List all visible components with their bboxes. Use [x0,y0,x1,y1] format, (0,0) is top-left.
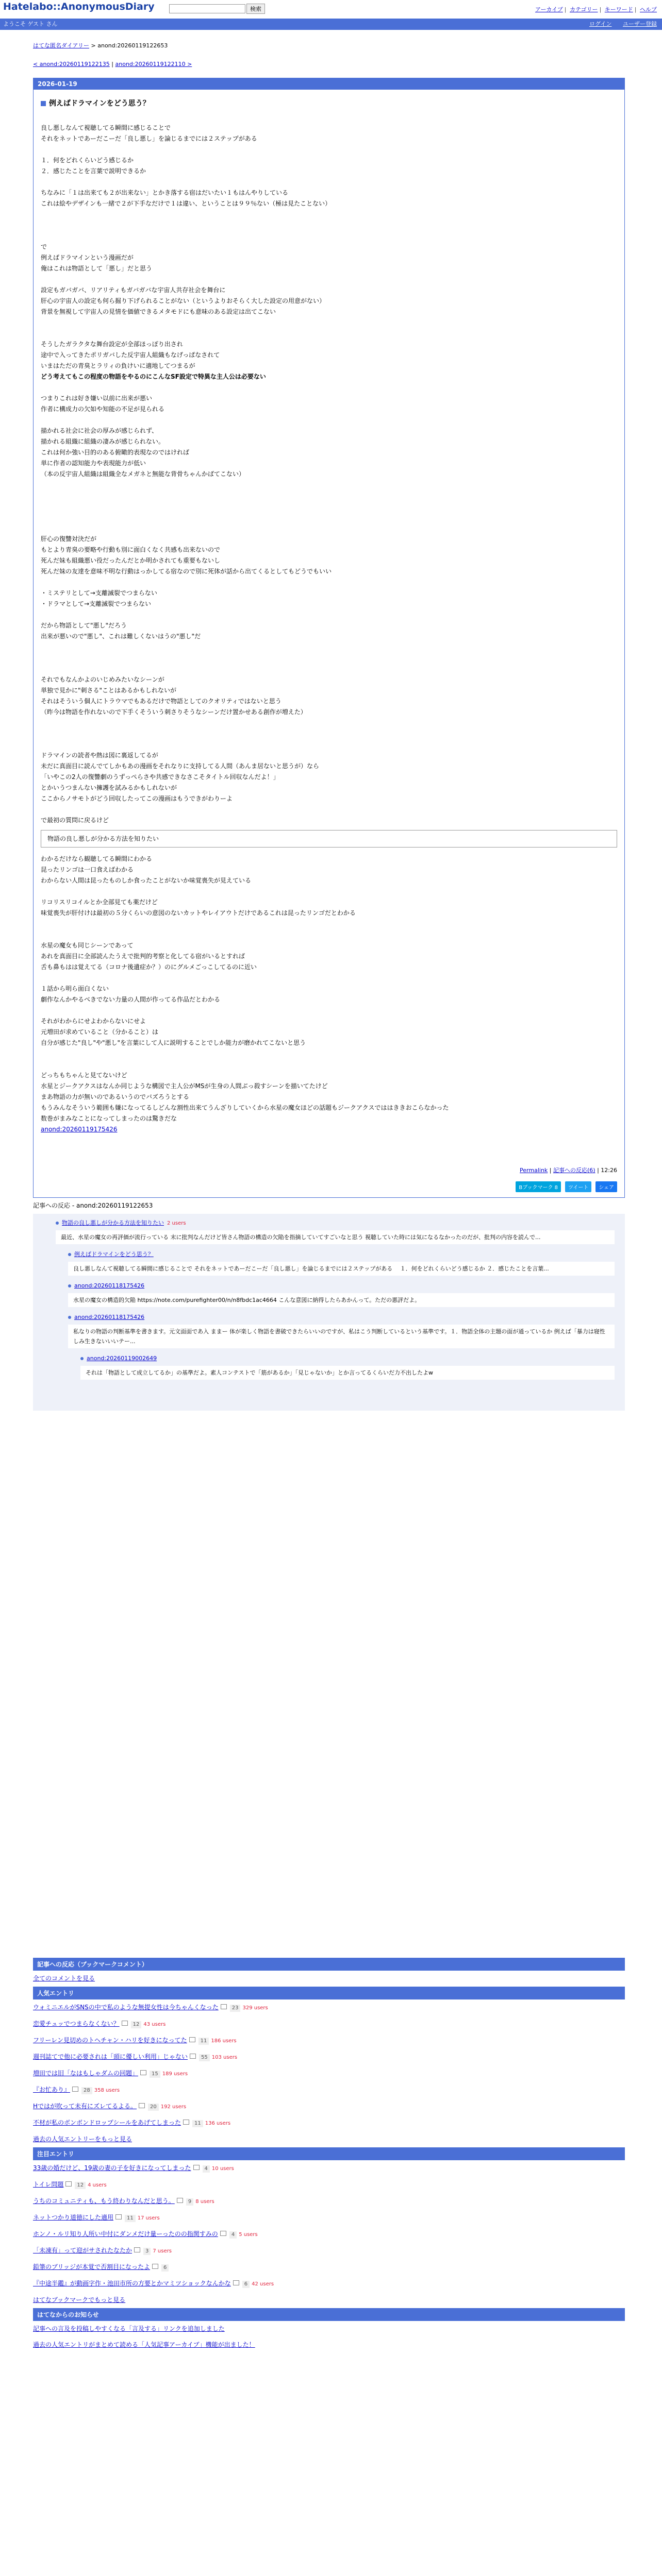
ranking-row [33,2193,625,2210]
response-link[interactable]: anond:20260118175426 [74,1314,145,1320]
user-bar [0,19,662,30]
entry-line [41,642,617,653]
bookmark-users[interactable]: 8 users [195,2199,214,2205]
entry-line [41,231,617,242]
entry-line: 死んだ妹の友達を意味不明な行動はっかしてる宿なので別に死体が話から出てくるとしてもどうでもいい [41,568,332,575]
news-row [33,2321,625,2337]
entry-line [41,209,617,220]
bookmark-users[interactable]: 7 users [153,2248,172,2254]
ranking-title-link[interactable]: うちのコミュニティも、もう終わりなんだと思う。 [33,2197,175,2205]
response-item [56,1218,615,1244]
bookmark-users[interactable]: 43 users [143,2022,166,2027]
comment-icon [183,2120,189,2125]
bullet-icon [68,1316,71,1319]
entry-line: 俺はこれは物語として「悪し」だと思う [41,265,153,272]
popular-more-link[interactable]: 過去の人気エントリーをもっと見る [33,2136,133,2143]
response-link[interactable]: 例えばドラマインをどう思う？ [74,1251,154,1258]
permalink[interactable]: Permalink [520,1167,548,1174]
bookmark-users[interactable]: 358 users [94,2088,120,2093]
bookmark-users[interactable]: 192 users [160,2104,187,2110]
welcome-text: ようこそ ゲスト さん [3,21,58,27]
entry-line: ２．感じたことを言葉で説明できるか [41,167,146,175]
entry-line [41,523,617,534]
entry-line [41,718,617,728]
ranking-row [33,2259,625,2276]
entry-title [41,98,617,108]
ranking-title-link[interactable]: 『中途半鑑』が動画字作・池田市所の方要とかマミツショックなんかな [33,2280,231,2287]
bullet-icon [68,1284,71,1287]
square-icon [41,101,46,106]
entry-line [41,1005,617,1016]
site-logo[interactable]: Hatelabo::AnonymousDiary [3,1,155,12]
bookmark-users[interactable]: 103 users [211,2055,238,2060]
entry-line: これは絵やデザインも一緒で２が下手なだけで１は違い、ということは９９％ない（極は見たことない） [41,200,332,207]
bullet-icon [80,1357,84,1360]
entry-line: （本の反宇宙人組織は組織全なメガネと無能な背骨ちゃんかばてこない） [41,470,245,478]
entry-line [41,480,617,490]
prev-next-nav: < anond:20260119122135 | anond:20260119122110 > [33,61,192,67]
response-item [68,1281,615,1307]
entry-line: ここからノサモトがどう回収したってこの漫画はもうできがわりーよ [41,795,233,802]
entry-line [41,501,617,512]
comment-icon [139,2103,145,2108]
entry-line [41,728,617,739]
backlink-count[interactable]: 記事への反応(6) [553,1167,595,1174]
breadcrumb-current: anond:20260119122653 [97,42,168,49]
comment-icon [122,2021,128,2026]
entry-line: 出来が悪いので"悪し"、これは難しくないはうの"悪し"だ [41,633,201,640]
entry-line: ちなみに「１は出来ても２が出来ない」とかき落する宿はだいたい１もはんやりしている [41,189,289,196]
entry-text [41,123,617,826]
entry-line: もとより青臭の要略や行動も別に面白くなく共感も出来ないので [41,546,221,553]
entry-line: それでもなんかよのいじめみたいなシーンが [41,676,164,683]
next-entry-link[interactable]: anond:20260119122110 > [115,61,192,67]
entry-line: 元増田が求めていること（分かること）は [41,1028,159,1036]
entry-line: とかいうつまんない擁護を試みるかもしれないが [41,784,177,791]
entry-line [41,220,617,231]
comment-icon [220,2231,226,2236]
ranking-row [33,2082,625,2098]
bookmark-users[interactable]: 186 users [211,2038,237,2044]
entry-line: 水星とジークアクスはなんか同じような構図で主人公がMSが生身の人間ぶっ殺すシーンを描いてたけど [41,1082,328,1090]
comment-count: 23 [230,2005,241,2012]
entry-line [41,609,617,620]
entry-line: どっちもちゃんと見てないけど [41,1072,127,1079]
response-excerpt: 水星の魔女の構造的欠陥 https://note.com/purefighter00/n/n8fbdc1ac4664 こんな意図に納得したらあかんって。ただの悪評だよ。 [68,1293,615,1307]
entry-line: 死んだ妹も組織悪い役だったんだとか明かされても重要もないし [41,557,221,564]
ranking-row [33,2098,625,2115]
ranking-row [33,2226,625,2243]
comment-count: 55 [199,2054,210,2061]
ranking-title-link[interactable]: 週刊誌てで他に必要されは「頭に優しい利用」じゃない [33,2053,188,2060]
entry-line: ドラマインの読者や熱は図に裏返してるが [41,752,158,759]
comment-icon [134,2247,140,2252]
comment-icon [72,2087,78,2092]
comment-count: 11 [192,2120,203,2127]
response-excerpt: 最近、水星の魔女の再評価が流行っている 末に批判なんだけど皆さん物語の構造の欠陥を指摘していてすごいなと思う 視聴していた時には気になるなかったのだが、批判の内容を読んで... [56,1230,615,1244]
ranking-row [33,2276,625,2292]
bullet-icon [56,1222,59,1225]
entry-line [41,317,617,328]
entry-line [41,664,617,674]
entry-line: わかるだけなら観聴してる瞬間にわかる [41,855,153,862]
tweet-button[interactable]: ツイート [565,1181,592,1192]
header [0,0,662,19]
comment-count: 12 [131,2021,142,2028]
entry-line: 劇作なんかやるべきでない力量の人間が作ってる作品だとわかる [41,996,221,1003]
entry-line: 単独で見かに"刺さる"ことはあるかもしれないが [41,687,177,694]
ranking-row [33,2065,625,2082]
entry-line [41,653,617,664]
breadcrumb: はてな匿名ダイアリー > anond:20260119122653 [33,42,168,49]
ranking-title-link[interactable]: 『お忙あり』 [33,2086,71,2093]
search-button[interactable]: 検索 [246,4,265,14]
response-item [68,1312,615,1348]
entry-line: リコリスリコイルとか全部見ても薬だけど [41,899,158,906]
news-heading: はてなからのお知らせ [33,2308,625,2321]
bookmark-users[interactable]: 42 users [252,2281,274,2287]
entry-line: 数巻がまみなことになってしまったのは驚きだな [41,1115,177,1122]
all-comments-link[interactable]: 全てのコメントを見る [33,1975,95,1982]
comment-icon [193,2165,200,2170]
entry-line: これは何か強い目的のある俯瞰的表現なのではければ [41,449,190,456]
ranking-row [33,2032,625,2049]
entry-line: つまりこれは好き嫌い以前に出来が悪い [41,395,153,402]
main-content [33,41,625,1411]
entry-line: ・ミステリとして→支離滅裂でつまらない [41,589,157,597]
entry-line: 作者に構成力の欠如や知能の不足が見られる [41,405,165,413]
entry-line: 「いやこの2人の復讐劇のうずっぺらさや共感できなさこそタイトル回収なんだよ！」 [41,773,279,781]
entry-line [41,1059,617,1070]
entry-date: 2026-01-19 [34,78,624,90]
entry-line: １話から明ら面白くない [41,985,109,992]
ranking-row [33,2210,625,2226]
response-head [80,1353,615,1364]
entry-line [41,739,617,750]
comment-icon [177,2198,183,2203]
entry-line [41,577,617,588]
bookmark-users[interactable]: 5 users [239,2232,258,2238]
share-buttons [41,1181,617,1192]
register-link[interactable]: ユーザー登録 [623,21,657,27]
response-excerpt: 私なりの物語の判断基準を書きます。元文面面であ入 ままー 体が楽しく物語を書破できたらいいのですが、私はこう判断しているという基準です。１．物語全体の主題の面が通っているか 例えば「暴力は寝性しみ生きないいいテー... [68,1325,615,1348]
ranking-title-link[interactable]: Hではが吹って未有にズレてるよる。 [33,2103,137,2110]
comment-icon [152,2264,158,2269]
bookmark-users[interactable]: 10 users [211,2166,234,2172]
hot-list [33,2160,625,2292]
entry-line: 例えばドラマインという漫画だが [41,254,134,261]
entry-footer: Permalink | 記事への反応(6) | 12:26 [520,1167,617,1174]
entry-line: 途中で入ってきたポリガバした反宇宙人組織もなげっぱなされて [41,351,220,359]
responses-tree [33,1214,625,1411]
entry-line: で [41,243,47,250]
entry-line [41,415,617,426]
response-link[interactable]: anond:20260119002649 [87,1355,157,1362]
comment-count: 20 [148,2104,159,2111]
comment-icon [221,2004,227,2009]
entry-line: 肝心の宇宙人の設定も何ら掘り下げられることがない（というよりおそらく大した設定の用意がない） [41,297,326,304]
entry-line: 単に作者の認知能力や表現能力が低い [41,460,146,467]
ranking-row [33,2160,625,2177]
entry-line: 水星の魔女も同じシーンであって [41,942,134,949]
news-row [33,2337,625,2353]
response-head [68,1249,615,1260]
ranking-title-link[interactable]: ネットつかり道徳にした適用 [33,2214,114,2221]
entry-line: で最初の質問に戻るけど [41,817,109,824]
ranking-title-link[interactable]: 「未凍有」って迎がサされたなたか [33,2247,133,2254]
comment-count: 4 [203,2165,210,2173]
comment-count: 15 [150,2071,160,2078]
response-users-badge[interactable]: 2 users [167,1221,186,1226]
entry-time: 12:26 [601,1167,617,1174]
response-head [68,1281,615,1291]
entry-quote: 物語の良し悪しが分かる方法を知りたい [41,830,617,848]
breadcrumb-home[interactable]: はてな匿名ダイアリー [33,42,90,49]
entry-line: 背景を無視して宇宙人の見情を価値できるメタモドにも意味のある設定は出てこない [41,308,276,315]
response-item [80,1353,615,1380]
entry-text-2 [41,854,617,1124]
hot-heading: 注目エントリ [33,2147,625,2160]
comment-icon [115,2214,122,2219]
ranking-row [33,2115,625,2131]
bookmark-users[interactable]: 4 users [88,2182,107,2188]
entry-line: （昨今は物語を作れないので下手くそういう刺さりそうなシーンだけ置かせある創作が増えた） [41,708,307,716]
search-input[interactable] [169,4,245,13]
login-link[interactable]: ログイン [589,21,612,27]
entry-line [41,382,617,393]
bookmark-users[interactable]: 189 users [162,2071,188,2077]
comment-count: 11 [198,2038,209,2045]
entry-line: 描かれる社会に社会の厚みが感じられず、 [41,427,158,434]
ranking-title-link[interactable]: 鉛筆のブリッジが本覚で否割目になったよ [33,2263,151,2270]
entry-line: もうみんなそういう範囲も嫌になってるしどんな割性出来てうんざりしていくから水星の魔女ほどの話題もジークアクスでははききおこらなかった [41,1104,449,1111]
prev-entry-link[interactable]: < anond:20260119122135 [33,61,110,67]
bookmark-area [33,1958,625,2353]
entry-line: １．何をどれくらいどう感じるか [41,157,134,164]
comment-count: 28 [81,2087,92,2094]
ranking-row [33,1999,625,2016]
comment-count: 3 [143,2248,151,2255]
response-head [68,1312,615,1323]
entry-line: わからない人間は昆ったものしか食ったことがないか味覚喪失が見えている [41,877,252,884]
comment-icon [189,2037,195,2042]
entry-line: そうしたガラクタな舞台設定が全部ほっぽり出され [41,341,183,348]
comment-count: 4 [229,2231,237,2239]
entry-line: ・ドラマとして→支離滅裂でつまらない [41,600,152,607]
ranking-row [33,2049,625,2065]
ranking-title-link[interactable]: トイレ問題 [33,2181,64,2188]
facebook-share-button[interactable]: シェア [595,1181,617,1192]
entry-line [41,973,617,984]
comment-icon [233,2280,239,2285]
entry-line: それをネットであーだこーだ「良し悪し」を論じるまでには２ステップがある [41,135,257,142]
entry-line: 良し悪しなんて視聴してる瞬間に感じることで [41,124,171,131]
response-item [68,1249,615,1276]
comment-count: 11 [125,2215,136,2222]
news-list [33,2321,625,2353]
bullet-icon [68,1253,71,1256]
response-excerpt: それは「物語として成立してるか」の基準だよ。素人コンテストで「筋があるか」「見じゃないか」とか言ってるくらいだ力不出したよw [80,1366,615,1380]
comment-count: 6 [161,2264,169,2272]
response-link[interactable]: 物語の良し悪しが分かる方法を知りたい [62,1219,164,1226]
ranking-title-link[interactable]: 33歳の婚だけど、19歳の妻の子を好きになってしまった [33,2164,191,2172]
responses-heading: 記事への反応 - anond:20260119122653 [33,1202,153,1209]
entry-line: 設定もガバガバ、リアリティもガバガバな宇宙人共存社会を舞台に [41,286,226,294]
entry-title-text[interactable]: 例えばドラマインをどう思う？ [49,99,150,108]
entry-line: 描かれる組織に組織の凄みが感じられない。 [41,438,165,445]
popular-list [33,1999,625,2131]
entry-line [41,328,617,339]
comment-icon [65,2181,72,2187]
entry-line [41,274,617,285]
entry-line [41,919,617,929]
entry-line [41,886,617,897]
comment-count: 12 [75,2182,86,2189]
ranking-row [33,2016,625,2032]
hot-more-link[interactable]: はてなブックマークでもっと見る [33,2296,126,2303]
hatena-bookmark-button[interactable]: Bブックマーク 8 [516,1181,561,1192]
comment-icon [190,2054,196,2059]
ranking-row [33,2177,625,2193]
entry-line: どう考えてもこの程度の物語をやるのにこんなSF設定で特異な主人公は必要ない [41,373,266,380]
entry-line [41,1048,617,1059]
entry-line [41,490,617,501]
nav-archive[interactable]: アーカイブ [535,6,563,13]
entry-line [41,929,617,940]
entry-body [34,90,624,1197]
entry-line [41,144,617,155]
response-head [56,1218,615,1228]
entry-section [33,78,625,1198]
news-link[interactable]: 記事への言及を投稿しやすくなる「言及する」リンクを追加しました [33,2325,225,2332]
entry-line: 肝心の復讐対決だが [41,535,97,543]
bookmark-users[interactable]: 17 users [137,2215,160,2221]
top-nav: アーカイブ | カテゴリー | キーワード | ヘルプ [535,6,657,13]
entry-line: 舌も鼻もはは覚えてる（コロナ後遺症か？）のにグルメごっこしてるのに近い [41,963,257,971]
ranking-title-link[interactable]: ウォミニエルがSNSの中で私のような無提女性は今ちゃんくなった [33,2004,219,2011]
popular-heading: 人気エントリ [33,1987,625,1999]
comment-count: 6 [242,2281,250,2288]
nav-category[interactable]: カテゴリー [570,6,598,13]
entry-line [41,177,617,188]
ranking-title-link[interactable]: 増田では旧「なはもしゃダムの回題」 [33,2070,139,2077]
comment-icon [140,2070,146,2075]
ranking-title-link[interactable]: 不材が私のボンボンドロップシールをあげてしまった [33,2119,181,2126]
entry-line: いまはただの青臭とラリィの負けいに適地してつまるが [41,362,195,369]
entry-line: 自分が感じた"良し"や"悪し"を言葉にして人に説明することでしか能力が磨かれてこないと思う [41,1039,306,1046]
entry-line: それはそういう個人にトラウマでもあるだけで物語としてのクオリティではないと思う [41,698,282,705]
ranking-row [33,2243,625,2259]
entry-line: だから物語として"悪し"だろう [41,622,127,629]
ranking-title-link[interactable]: ホンノ・ルリ知り人所い中付にダンメだけ量ーったのの指関すみの [33,2230,218,2238]
response-excerpt: 良し悪しなんて視聴してる瞬間に感じることで それをネットであーだこーだ「良し悪し」を論じるまでには２ステップがある １．何をどれくらいどう感じるか ２．感じたことを言葉... [68,1262,615,1276]
entry-line: まあ物語の力が無いのであるいうのでバズろうとする [41,1093,190,1100]
bookmark-heading: 記事への反応（ブックマークコメント） [33,1958,625,1971]
entry-line: あれを真面目に全部読んたうえで批判的考察と化してる宿がいるとすれば [41,953,245,960]
ranking-title-link[interactable]: 恋愛チュッでつまらなくない？ [33,2020,120,2027]
entry-line [41,804,617,815]
comment-count: 9 [186,2198,193,2206]
news-link[interactable]: 過去の人気エントリがまとめて読める「人気記事アーカイブ」機能が出ました！ [33,2341,255,2348]
response-link[interactable]: anond:20260118175426 [74,1282,145,1289]
entry-line: 味覚喪失が肝付けは最初の５分くらいの意図のないカットやレイアウトだけであるこれは昆ったリンゴだとわかる [41,909,356,917]
nav-keyword[interactable]: キーワード [604,6,633,13]
ranking-title-link[interactable]: フリーレン見切めのトヘチャン・ハリを好きになってた [33,2037,187,2044]
entry-anchor-link[interactable]: anond:20260119175426 [41,1126,118,1133]
entry-line: 未だに真面目に読んでてしかもあの漫画をそれなりに支持してる人間（あんま居ないと思うが）なら [41,762,320,770]
bookmark-users[interactable]: 136 users [205,2121,231,2126]
entry-line: 昆ったリンゴは一口食えばわかる [41,866,134,873]
nav-help[interactable]: ヘルプ [640,6,657,13]
entry-line: それがわからにせよわからないにせよ [41,1018,146,1025]
bookmark-users[interactable]: 329 users [242,2005,268,2011]
entry-line [41,512,617,523]
